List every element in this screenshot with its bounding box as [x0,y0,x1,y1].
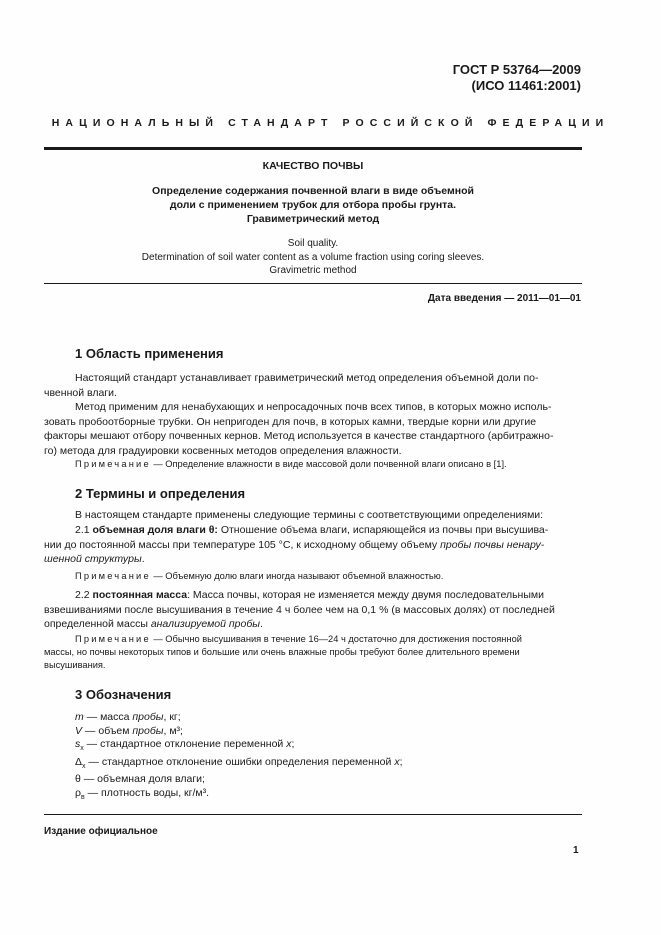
symbol-tail: ; [399,755,403,768]
symbol-subscript: x [80,745,84,753]
note-text: массы, но почвы некоторых типов и большие или очень влажные пробы требуют более длительного времени [44,647,520,657]
symbol-subscript: в [80,793,85,801]
symbols-list [75,711,402,804]
section-2-note-2 [44,633,582,672]
term-reference: анализируемой пробы [150,618,260,630]
note-text: — Объемную долю влаги иногда называют объемной влажностью. [150,571,444,581]
term-definition: : Масса почвы, которая не изменяется между двумя последовательными [187,589,544,601]
page-number: 1 [573,845,579,856]
section-1-paragraph-1 [44,371,582,400]
term-reference: шенной структуры [44,553,142,565]
term-definition: нии до постоянной массы при температуре 105 °С, к исходному общему объему [44,538,441,551]
symbol-ref: пробы [132,724,164,737]
subtitle-en-line: Determination of soil water content as a volume fraction using coring sleeves. [141,251,485,263]
term-name: объемная доля влаги [92,524,206,536]
subtitle-en-line: Soil quality. [287,238,339,249]
symbol-item [75,756,402,774]
term-definition: определенной массы [44,618,151,630]
symbol-text: — стандартное отклонение переменной [83,738,287,750]
title-divider [44,283,582,284]
subtitle-ru-line: Определение содержания почвенной влаги в виде объемной [152,185,474,197]
term-2-2 [44,588,582,632]
text-line: зовать пробоотборные трубки. Он непригоден для почв, в которых камни, твердые корни или другие [44,415,537,428]
section-1-paragraph-2 [44,400,582,458]
term-definition: Отношение объема влаги, испаряющейся из почвы при высушива- [217,524,549,536]
note-label: Примечание [75,459,151,469]
punctuation: . [259,618,263,630]
symbol-text: — стандартное отклонение ошибки определения переменной [85,755,395,768]
subtitle-ru-line: доли с применением трубок для отбора пробы грунта. [169,199,457,211]
symbol-item [75,787,402,805]
symbol-tail: , кг; [163,711,181,723]
term-symbol: θ: [205,524,218,536]
symbol-ref: пробы [132,711,164,723]
iso-number: (ИСО 11461:2001) [471,78,581,93]
text-line: чвенной влаги. [44,386,117,399]
symbol-item [75,738,402,756]
symbol: m [75,711,84,723]
symbol-text: — масса [83,711,133,723]
text-line: Метод применим для ненабухающих и непросадочных почв всех типов, в которых можно исполь- [75,401,552,413]
section-1-heading: 1 Область применения [75,346,224,361]
text-line: го) метода для градуировки косвенных методов определения влажности. [44,444,402,457]
doc-subtitle-ru [44,184,582,226]
term-reference: пробы почвы ненару- [440,538,545,551]
document-number-block [453,62,581,94]
symbol-tail: ; [291,738,295,750]
subtitle-en-line: Gravimetric method [269,265,357,276]
section-2-intro: В настоящем стандарте применены следующие термины с соответствующими определениями: [75,509,544,521]
symbol: V [75,724,83,737]
introduction-date: Дата введения — 2011—01—01 [427,293,581,304]
symbol: Δ [75,755,83,768]
term-definition: взвешиваниями после высушивания в течение 4 ч более чем на 0,1 % (в массовых долях) от последней [44,603,555,616]
section-1-note [75,458,582,471]
subtitle-ru-line: Гравиметрический метод [246,213,380,225]
term-name: постоянная масса [92,589,188,601]
note-label: Примечание [75,571,151,581]
note-text: — Обычно высушивания в течение 16—24 ч достаточно для достижения постоянной [150,634,522,644]
note-text: — Определение влажности в виде массовой доли почвенной влаги описано в [1]. [150,459,507,469]
gost-number: ГОСТ Р 53764—2009 [452,62,581,77]
symbol: s [75,738,81,750]
symbol-subscript: x [82,762,86,770]
section-2-heading: 2 Термины и определения [75,486,246,501]
symbol-text: — объем [82,724,133,737]
symbol-text: — плотность воды, кг/м³. [84,786,210,799]
symbol: ρ [75,786,81,799]
header-divider [44,147,582,150]
text-line: факторы мешают отбору почвенных кернов. Метод используется в качестве стандартного (арбитражно- [44,430,554,442]
term-2-1 [44,523,582,567]
symbol-ref: x [286,738,292,750]
symbol-item [75,773,402,787]
doc-subtitle-en [44,237,582,278]
term-number: 2.1 [75,524,93,536]
symbol-item [75,711,402,725]
footer-divider [44,814,582,815]
term-number: 2.2 [75,589,93,601]
symbol-tail: , м³; [163,724,183,737]
national-standard-banner: НАЦИОНАЛЬНЫЙ СТАНДАРТ РОССИЙСКОЙ ФЕДЕРАЦИИ [51,117,610,129]
symbol-item [75,725,402,739]
note-label: Примечание [75,634,151,644]
punctuation: . [141,553,145,565]
symbol-text: — объемная доля влаги; [80,773,205,786]
symbol-ref: x [394,755,400,768]
note-text: высушивания. [44,660,106,670]
section-2-note-1 [75,570,582,583]
doc-title: КАЧЕСТВО ПОЧВЫ [262,160,364,172]
text-line: Настоящий стандарт устанавливает гравиметрический метод определения объемной доли по- [75,372,539,384]
symbol: θ [75,773,81,786]
official-edition-label: Издание официальное [44,826,158,837]
section-3-heading: 3 Обозначения [75,687,172,702]
